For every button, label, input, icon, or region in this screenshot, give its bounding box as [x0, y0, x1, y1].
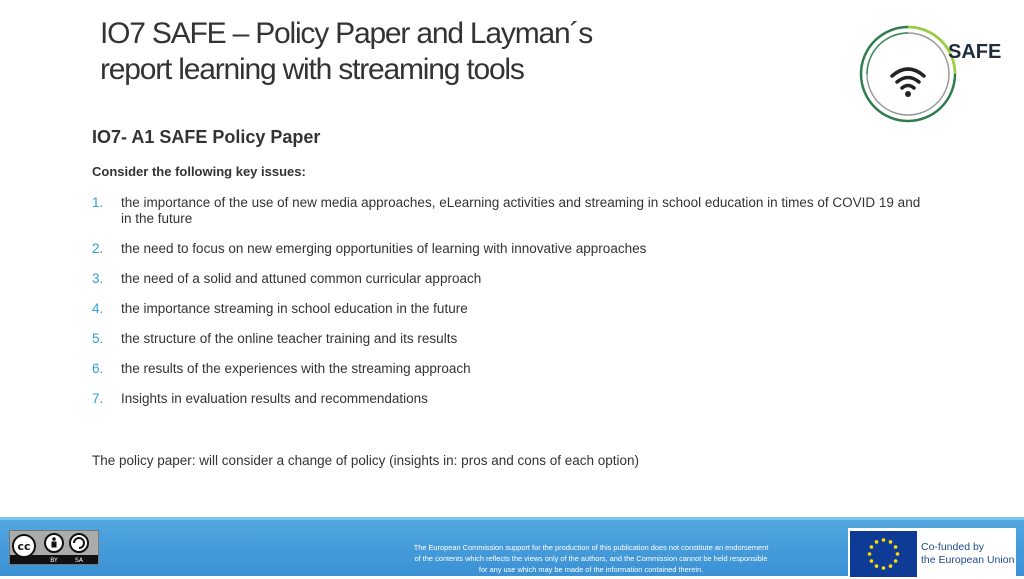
cc-sa-label: SA [74, 557, 84, 564]
list-item [92, 271, 922, 287]
disclaimer-line: The European Commission support for the production of this publication does not constitute an endorsement [413, 543, 769, 552]
eu-cofunded-badge [848, 528, 1016, 579]
list-item-text: the need to focus on new emerging opportunities of learning with innovative approaches [121, 241, 647, 256]
cc-license-badge [9, 530, 99, 565]
share-alike-icon [70, 534, 88, 552]
list-item [92, 241, 922, 257]
wifi-icon [892, 69, 924, 97]
list-number: 7. [92, 391, 104, 406]
slide-title-line2: report learning with streaming tools [100, 53, 524, 86]
footer-bar [0, 517, 1024, 576]
list-number: 1. [92, 195, 104, 210]
slide-title-line1: IO7 SAFE – Policy Paper and Layman´s [100, 17, 593, 50]
disclaimer-line: of the contents which reflects the views only of the authors, and the Commission cannot be held responsible [414, 554, 768, 563]
safe-logo [858, 22, 1008, 126]
list-item-text: the importance streaming in school education in the future [121, 301, 468, 316]
eu-line1: Co-funded by [921, 541, 985, 553]
list-number: 3. [92, 271, 104, 286]
closing-text: The policy paper: will consider a change of policy (insights in: pros and cons of each option) [92, 453, 640, 468]
slide-title [100, 16, 820, 88]
eu-flag-icon [850, 531, 917, 577]
svg-text:cc: cc [17, 540, 31, 553]
disclaimer-line: for any use which may be made of the information contained therein. [478, 565, 704, 574]
eu-line2: the European Union [921, 554, 1015, 566]
safe-logo-text: SAFE [948, 41, 1002, 63]
key-issues-list [92, 195, 922, 407]
list-item-text: the structure of the online teacher training and its results [121, 331, 458, 346]
list-item [92, 301, 922, 317]
eu-cofunded-text [921, 541, 1014, 567]
list-item [92, 331, 922, 347]
list-number: 2. [92, 241, 104, 256]
list-item-text: the need of a solid and attuned common curricular approach [121, 271, 482, 286]
eu-disclaimer [370, 542, 812, 575]
list-item-text: Insights in evaluation results and recommendations [121, 391, 428, 406]
list-number: 5. [92, 331, 104, 346]
list-item-text: the results of the experiences with the streaming approach [121, 361, 471, 376]
list-item [92, 361, 922, 377]
cc-icon [13, 535, 35, 557]
list-item [92, 391, 922, 407]
section-subtitle: IO7- A1 SAFE Policy Paper [92, 127, 321, 147]
list-number: 4. [92, 301, 104, 316]
cc-by-label: BY [50, 557, 58, 564]
list-item-text: the importance of the use of new media approaches, eLearning activities and streaming in school education in times of COVID 19 and in the future [121, 195, 921, 226]
list-number: 6. [92, 361, 104, 376]
list-item [92, 195, 922, 227]
by-person-icon [45, 534, 63, 552]
lead-text: Consider the following key issues: [92, 164, 306, 179]
